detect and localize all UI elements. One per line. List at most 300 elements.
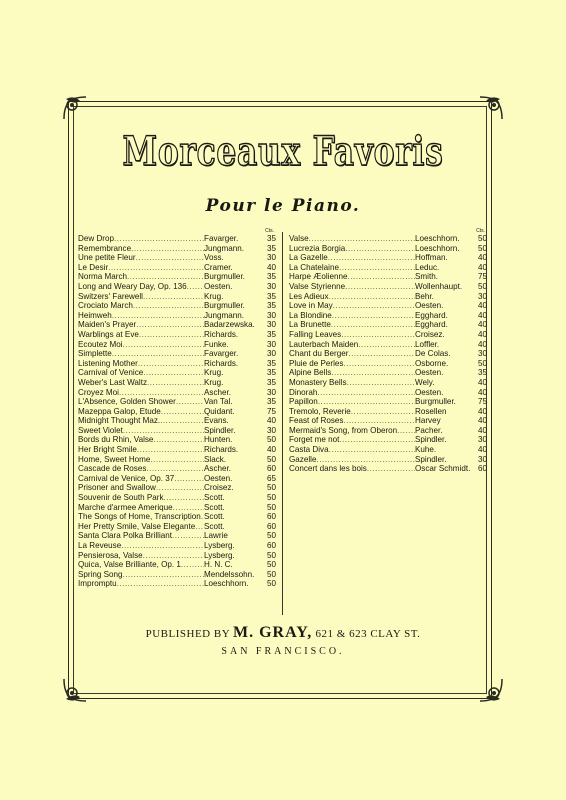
composer: Behr. — [415, 291, 434, 301]
dot-leader — [136, 253, 204, 263]
composer: Loeschhorn. — [204, 579, 249, 589]
price: 50 — [477, 234, 487, 243]
piece-title: Home, Sweet Home — [78, 454, 151, 464]
list-item — [289, 272, 487, 282]
dot-leader — [328, 253, 415, 263]
price: 30 — [266, 349, 276, 359]
composer: Oesten. — [415, 368, 444, 378]
price: 50 — [266, 560, 276, 570]
piece-title: Switzers' Farewell — [78, 291, 143, 301]
composer: Lawrie — [204, 531, 228, 541]
dot-leader — [332, 311, 415, 321]
composer: Loeschhorn. — [415, 243, 460, 253]
list-item — [78, 426, 276, 436]
dot-leader — [343, 416, 415, 426]
composer: Hoffman. — [415, 253, 448, 263]
piece-title: Concert dans les bois — [289, 464, 367, 474]
list-item — [289, 397, 487, 407]
piece-title: Dew Drop — [78, 234, 114, 243]
price: 30 — [266, 253, 276, 263]
price: 40 — [266, 416, 276, 426]
right-column-list — [289, 229, 487, 474]
composer: Loeschhorn. — [415, 234, 460, 243]
list-item — [78, 455, 276, 465]
dot-leader — [351, 407, 415, 417]
composer: Krug. — [204, 291, 224, 301]
composer: Spindler. — [415, 454, 447, 464]
piece-title: Marche d'armee Amerique — [78, 502, 173, 512]
list-item — [289, 388, 487, 398]
dot-leader — [309, 234, 415, 244]
price: 75 — [477, 397, 487, 407]
list-item — [289, 340, 487, 350]
dot-leader — [318, 397, 415, 407]
piece-title: Her Pretty Smile, Valse Elegante — [78, 521, 196, 531]
composer: Scott. — [204, 493, 225, 503]
piece-title: Feast of Roses — [289, 416, 344, 426]
piece-title: Dinorah — [289, 387, 318, 397]
composer: Oesten. — [204, 281, 233, 291]
list-item — [78, 531, 276, 541]
dot-leader — [147, 378, 204, 388]
piece-title: Love in May — [289, 301, 333, 311]
dot-leader — [138, 359, 204, 369]
dot-leader — [112, 311, 204, 321]
dot-leader — [316, 455, 415, 465]
dot-leader — [317, 388, 415, 398]
list-item — [78, 551, 276, 561]
list-item — [289, 378, 487, 388]
price: 50 — [477, 243, 487, 253]
dot-leader — [331, 320, 415, 330]
price: 35 — [266, 301, 276, 311]
list-item — [289, 301, 487, 311]
dot-leader — [173, 503, 204, 513]
price: 60 — [266, 541, 276, 550]
piece-title: Chant du Berger — [289, 349, 349, 359]
composer: Evans. — [204, 416, 229, 426]
price: 50 — [266, 579, 276, 589]
price: 30 — [477, 349, 487, 359]
list-item — [289, 320, 487, 330]
publisher-name: M. GRAY, — [233, 624, 313, 641]
dot-leader — [143, 551, 204, 561]
composer: Oesten. — [204, 473, 233, 483]
price: 50 — [266, 454, 276, 464]
dot-leader — [343, 359, 415, 369]
composer: Quidant. — [204, 406, 235, 416]
dot-leader — [181, 560, 204, 570]
dot-leader — [348, 349, 415, 359]
publisher-address: 621 & 623 CLAY ST. — [315, 628, 421, 640]
price: 50 — [266, 493, 276, 503]
list-item — [78, 570, 276, 580]
price: 30 — [266, 425, 276, 435]
composer: Ascher. — [204, 464, 231, 474]
dot-leader — [172, 531, 204, 541]
price: 60 — [477, 464, 487, 474]
list-item — [289, 349, 487, 359]
composer: Loffler. — [415, 339, 440, 349]
dot-leader — [136, 320, 204, 330]
list-item — [289, 368, 487, 378]
price: 35 — [266, 272, 276, 282]
page-subtitle: Pour le Piano. — [205, 196, 361, 216]
composer: De Colas. — [415, 349, 451, 359]
list-item — [78, 272, 276, 282]
price: 50 — [266, 531, 276, 541]
dot-leader — [150, 455, 204, 465]
list-item — [78, 282, 276, 292]
list-item — [78, 378, 276, 388]
price: 35 — [266, 377, 276, 387]
corner-ornament-icon — [60, 93, 90, 123]
composer: Leduc. — [415, 262, 440, 272]
composer: Ascher. — [204, 387, 231, 397]
dot-leader — [339, 435, 415, 445]
price: 40 — [477, 445, 487, 455]
piece-title: Her Bright Smile — [78, 445, 137, 455]
piece-title: Casta Diva — [289, 445, 329, 455]
list-item — [78, 445, 276, 455]
composer: Harvey — [415, 416, 441, 426]
dot-leader — [156, 483, 204, 493]
piece-title: La Chatelaine — [289, 262, 339, 272]
piece-title: Midnight Thought Maz. — [78, 416, 161, 426]
dot-leader — [195, 522, 204, 532]
composer: Kuhe. — [415, 445, 437, 455]
composer: Oesten. — [415, 387, 444, 397]
dot-leader — [137, 445, 204, 455]
list-item — [78, 483, 276, 493]
composer: Richards. — [204, 329, 239, 339]
price: 30 — [477, 291, 487, 301]
composer: Scott. — [204, 502, 225, 512]
price: 30 — [266, 310, 276, 320]
price: 40 — [477, 425, 487, 435]
composer: Scott. — [204, 512, 225, 522]
dot-leader — [127, 272, 204, 282]
dot-leader — [339, 263, 415, 273]
piece-title: La Blondine — [289, 310, 332, 320]
price: 35 — [266, 329, 276, 339]
piece-title: Prisoner and Swallow — [78, 483, 156, 493]
price: 35 — [266, 234, 276, 243]
publisher-city: SAN FRANCISCO. — [221, 646, 345, 657]
piece-title: Carnival of Venice — [78, 368, 144, 378]
composer: Favarger. — [204, 349, 239, 359]
list-item — [78, 301, 276, 311]
list-item — [289, 330, 487, 340]
dot-leader — [176, 397, 204, 407]
composer: Cramer. — [204, 262, 233, 272]
dot-leader — [160, 416, 204, 426]
piece-title: Valse Styrienne — [289, 281, 346, 291]
composer: Richards. — [204, 358, 239, 368]
piece-title: Heimweh — [78, 310, 112, 320]
piece-title: La Reveuse — [78, 541, 122, 550]
composer: Croisez. — [415, 329, 445, 339]
dot-leader — [123, 570, 204, 580]
dot-leader — [123, 426, 204, 436]
composer: Pacher. — [415, 425, 443, 435]
list-item — [78, 493, 276, 503]
list-item — [78, 464, 276, 474]
list-item — [78, 292, 276, 302]
piece-title: Quica, Valse Brilliante, Op. 1 — [78, 560, 181, 570]
piece-title: Les Adieux — [289, 291, 329, 301]
piece-title: Sweet Violet — [78, 425, 123, 435]
dot-leader — [397, 426, 415, 436]
list-item — [289, 234, 487, 244]
piece-title: Une petite Fleur — [78, 253, 136, 263]
price: 75 — [477, 272, 487, 282]
price: 40 — [477, 339, 487, 349]
dot-leader — [121, 541, 204, 551]
composer: Slack. — [204, 454, 227, 464]
price: 40 — [477, 310, 487, 320]
piece-title: Ecoutez Moi — [78, 339, 123, 349]
list-item — [78, 560, 276, 570]
list-item — [78, 416, 276, 426]
dot-leader — [329, 292, 415, 302]
piece-title: Le Desir — [78, 262, 109, 272]
composer: Mendelssohn. — [204, 569, 255, 579]
list-item — [78, 349, 276, 359]
piece-title: Carnival de Venice, Op. 37 — [78, 473, 175, 483]
column-divider — [282, 232, 283, 615]
piece-title: Lauterbach Maiden — [289, 339, 359, 349]
list-item — [289, 455, 487, 465]
composer: Wely. — [415, 377, 435, 387]
list-item — [78, 503, 276, 513]
piece-title: Norma March — [78, 272, 128, 282]
piece-title: Alpine Bells — [289, 368, 332, 378]
price: 35 — [266, 358, 276, 368]
composer: Krug. — [204, 368, 224, 378]
price: 30 — [266, 339, 276, 349]
dot-leader — [161, 407, 204, 417]
dot-leader — [112, 349, 204, 359]
piece-title: Monastery Bells — [289, 377, 347, 387]
price: 50 — [266, 435, 276, 445]
piece-title: Mazeppa Galop, Etude — [78, 406, 161, 416]
piece-title: Croyez Moi — [78, 387, 119, 397]
composer: Egghard. — [415, 310, 448, 320]
composer: Voss. — [204, 253, 224, 263]
dot-leader — [331, 368, 415, 378]
composer: Jungmann. — [204, 310, 245, 320]
piece-title: Crociato March — [78, 301, 133, 311]
dot-leader — [347, 378, 415, 388]
list-item — [78, 340, 276, 350]
dot-leader — [341, 330, 415, 340]
composer: Spindler. — [204, 425, 236, 435]
piece-title: Gazelle — [289, 454, 317, 464]
price: 60 — [266, 464, 276, 474]
list-item — [78, 244, 276, 254]
price: 35 — [266, 243, 276, 253]
list-item — [78, 407, 276, 417]
list-item — [78, 253, 276, 263]
piece-title: Pluie de Perles — [289, 358, 344, 368]
piece-title: Pensierosa, Valse — [78, 550, 143, 560]
dot-leader — [123, 340, 204, 350]
composer: Burgmuller. — [204, 272, 245, 282]
price: 50 — [477, 281, 487, 291]
dot-leader — [367, 464, 415, 474]
price: 35 — [266, 397, 276, 407]
piece-title: Bords du Rhin, Valse — [78, 435, 154, 445]
dot-leader — [348, 272, 416, 282]
price: 50 — [266, 569, 276, 579]
composer: Oscar Schmidt. — [415, 464, 471, 474]
piece-title: Listening Mother — [78, 358, 138, 368]
page-title: Morceaux Favoris — [122, 128, 444, 175]
piece-title: Warblings at Eve — [78, 329, 139, 339]
dot-leader — [358, 340, 415, 350]
list-item — [78, 474, 276, 484]
list-item — [289, 244, 487, 254]
composer: Lysberg. — [204, 541, 235, 550]
price: 40 — [477, 387, 487, 397]
composer: Van Tal. — [204, 397, 233, 407]
piece-title: Weber's Last Waltz — [78, 377, 148, 387]
composer: Hunten. — [204, 435, 233, 445]
piece-title: Souvenir de South Park — [78, 493, 164, 503]
piece-title: Tremolo, Reverie — [289, 406, 351, 416]
list-item — [289, 311, 487, 321]
composer: Favarger. — [204, 234, 239, 243]
piece-title: Mermaid's Song, from Oberon — [289, 425, 398, 435]
price: 40 — [477, 377, 487, 387]
dot-leader — [187, 282, 204, 292]
list-item — [78, 359, 276, 369]
publisher-prefix: PUBLISHED BY — [145, 628, 230, 640]
composer: H. N. C. — [204, 560, 233, 570]
dot-leader — [143, 368, 204, 378]
list-item — [78, 330, 276, 340]
dot-leader — [114, 234, 204, 244]
price: 75 — [266, 406, 276, 416]
list-item — [289, 464, 487, 474]
corner-ornament-icon — [476, 93, 506, 123]
cents-label: Cts. — [265, 228, 274, 234]
list-item — [78, 263, 276, 273]
composer: Badarzewska. — [204, 320, 255, 330]
price: 30 — [266, 281, 276, 291]
piece-title: Falling Leaves — [289, 329, 342, 339]
composer: Egghard. — [415, 320, 448, 330]
price: 40 — [477, 301, 487, 311]
list-item — [289, 253, 487, 263]
publisher-line — [0, 624, 566, 642]
piece-title: Impromptu — [78, 579, 117, 589]
price: 35 — [477, 368, 487, 378]
dot-leader — [108, 263, 204, 273]
composer: Smith. — [415, 272, 438, 282]
price: 40 — [477, 416, 487, 426]
list-item — [78, 435, 276, 445]
list-item — [78, 388, 276, 398]
piece-title: Papillon — [289, 397, 318, 407]
dot-leader — [119, 388, 204, 398]
composer: Osborne. — [415, 358, 449, 368]
list-item — [289, 416, 487, 426]
dot-leader — [133, 301, 204, 311]
list-item — [289, 435, 487, 445]
list-item — [78, 512, 276, 522]
price: 60 — [266, 521, 276, 531]
piece-title: Santa Clara Polka Brilliant — [78, 531, 173, 541]
composer: Scott. — [204, 521, 225, 531]
list-item — [78, 397, 276, 407]
dot-leader — [139, 330, 204, 340]
dot-leader — [143, 292, 204, 302]
composer: Lysberg. — [204, 550, 235, 560]
list-item — [289, 426, 487, 436]
price: 40 — [477, 262, 487, 272]
price: 30 — [477, 454, 487, 464]
composer: Jungmann. — [204, 243, 245, 253]
list-item — [78, 320, 276, 330]
dot-leader — [345, 282, 415, 292]
piece-title: Forget me not — [289, 435, 340, 445]
list-item — [78, 311, 276, 321]
piece-title: Cascade de Roses — [78, 464, 147, 474]
price: 30 — [266, 387, 276, 397]
dot-leader — [131, 244, 204, 254]
list-item — [78, 579, 276, 589]
list-item — [78, 368, 276, 378]
list-item — [289, 263, 487, 273]
corner-ornament-icon — [476, 675, 506, 705]
piece-title: L'Absence, Golden Shower — [78, 397, 176, 407]
composer: Croisez. — [204, 483, 234, 493]
price: 35 — [266, 368, 276, 378]
dot-leader — [164, 493, 205, 503]
composer: Wollenhaupt. — [415, 281, 463, 291]
price: 65 — [266, 473, 276, 483]
list-item — [289, 445, 487, 455]
dot-leader — [153, 435, 204, 445]
dot-leader — [345, 244, 415, 254]
price: 50 — [477, 358, 487, 368]
left-column-list — [78, 229, 276, 589]
list-item — [78, 234, 276, 244]
dot-leader — [329, 445, 415, 455]
list-item — [78, 522, 276, 532]
piece-title: Harpe Æolienne — [289, 272, 348, 282]
composer: Oesten. — [415, 301, 444, 311]
price: 50 — [266, 483, 276, 493]
price: 30 — [477, 435, 487, 445]
price: 40 — [477, 253, 487, 263]
piece-title: La Gazelle — [289, 253, 328, 263]
price: 40 — [477, 329, 487, 339]
list-item — [289, 407, 487, 417]
list-item — [289, 359, 487, 369]
composer: Krug. — [204, 377, 224, 387]
cents-label: Cts. — [476, 228, 485, 234]
piece-title: The Songs of Home, Transcription — [78, 512, 201, 522]
dot-leader — [117, 579, 204, 589]
piece-title: Lucrezia Borgia — [289, 243, 346, 253]
list-item — [289, 282, 487, 292]
list-item — [78, 541, 276, 551]
list-item — [289, 292, 487, 302]
composer: Spindler. — [415, 435, 447, 445]
